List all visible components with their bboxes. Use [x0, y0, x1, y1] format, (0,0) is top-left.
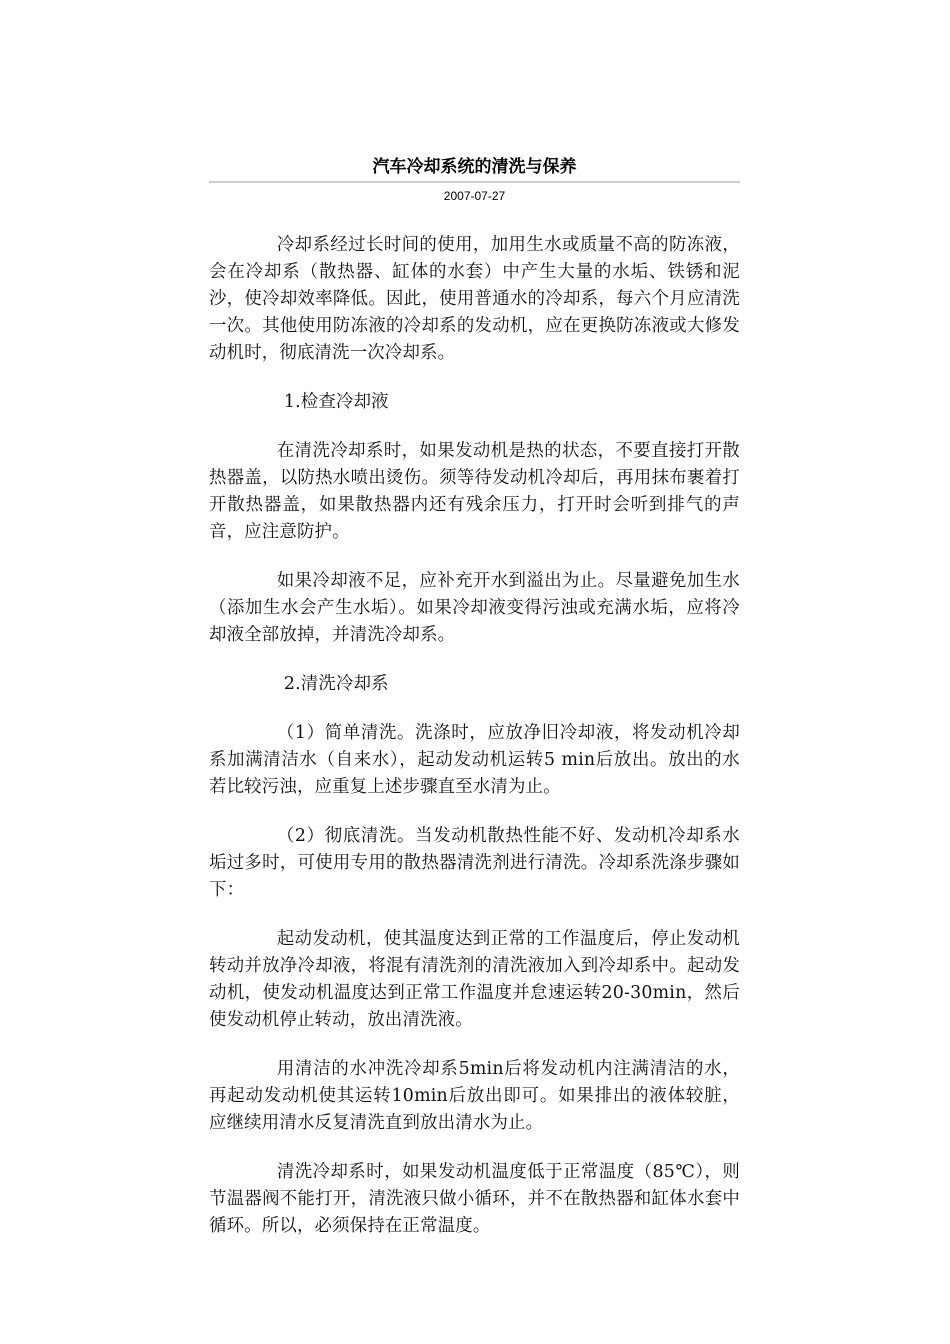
paragraph-cleaning-steps: 起动发动机，使其温度达到正常的工作温度后，停止发动机转动并放净冷却液，将混有清洗剂的清洗液加入到冷却系中。起动发动机，使发动机温度达到正常工作温度并怠速运转20-30min，然后使发动机停止转动，放出清洗液。 [209, 929, 740, 1030]
article-title: 汽车冷却系统的清洗与保养 [372, 157, 577, 177]
article-header [209, 155, 740, 204]
article-date: 2007-07-27 [443, 189, 506, 203]
paragraph-simple-cleaning: （1）简单清洗。洗涤时，应放净旧冷却液，将发动机冷却系加满清洁水（自来水），起动发动机运转5 min后放出。放出的水若比较污浊，应重复上述步骤直至水清为止。 [209, 723, 740, 797]
paragraph-coolant-insufficient: 如果冷却液不足，应补充开水到溢出为止。尽量避免加生水（添加生水会产生水垢）。如果冷却液变得污浊或充满水垢，应将冷却液全部放掉，并清洗冷却系。 [209, 571, 740, 645]
title-divider [209, 181, 740, 183]
paragraph-check-hot-engine: 在清洗冷却系时，如果发动机是热的状态，不要直接打开散热器盖，以防热水喷出烫伤。须等待发动机冷却后，再用抹布裹着打开散热器盖，如果散热器内还有残余压力，打开时会听到排气的声音，应注意防护。 [209, 441, 740, 542]
section-heading-check-coolant: 1.检查冷却液 [283, 392, 389, 412]
paragraph-intro: 冷却系经过长时间的使用，加用生水或质量不高的防冻液，会在冷却系（散热器、缸体的水套）中产生大量的水垢、铁锈和泥沙，使冷却效率降低。因此，使用普通水的冷却系，每六个月应清洗一次。其他使用防冻液的冷却系的发动机，应在更换防冻液或大修发动机时，彻底清洗一次冷却系。 [209, 235, 740, 363]
paragraph-rinse: 用清洁的水冲洗冷却系5min后将发动机内注满清洁的水，再起动发动机使其运转10min后放出即可。如果排出的液体较脏，应继续用清水反复清洗直到放出清水为止。 [209, 1059, 740, 1133]
paragraph-thorough-cleaning: （2）彻底清洗。当发动机散热性能不好、发动机冷却系水垢过多时，可使用专用的散热器清洗剂进行清洗。冷却系洗涤步骤如下： [209, 826, 740, 900]
article-body [209, 232, 740, 1262]
section-heading-clean-cooling-system: 2.清洗冷却系 [283, 674, 389, 694]
paragraph-temperature-note: 清洗冷却系时，如果发动机温度低于正常温度（85℃），则节温器阀不能打开，清洗液只做小循环，并不在散热器和缸体水套中循环。所以，必须保持在正常温度。 [209, 1162, 740, 1236]
